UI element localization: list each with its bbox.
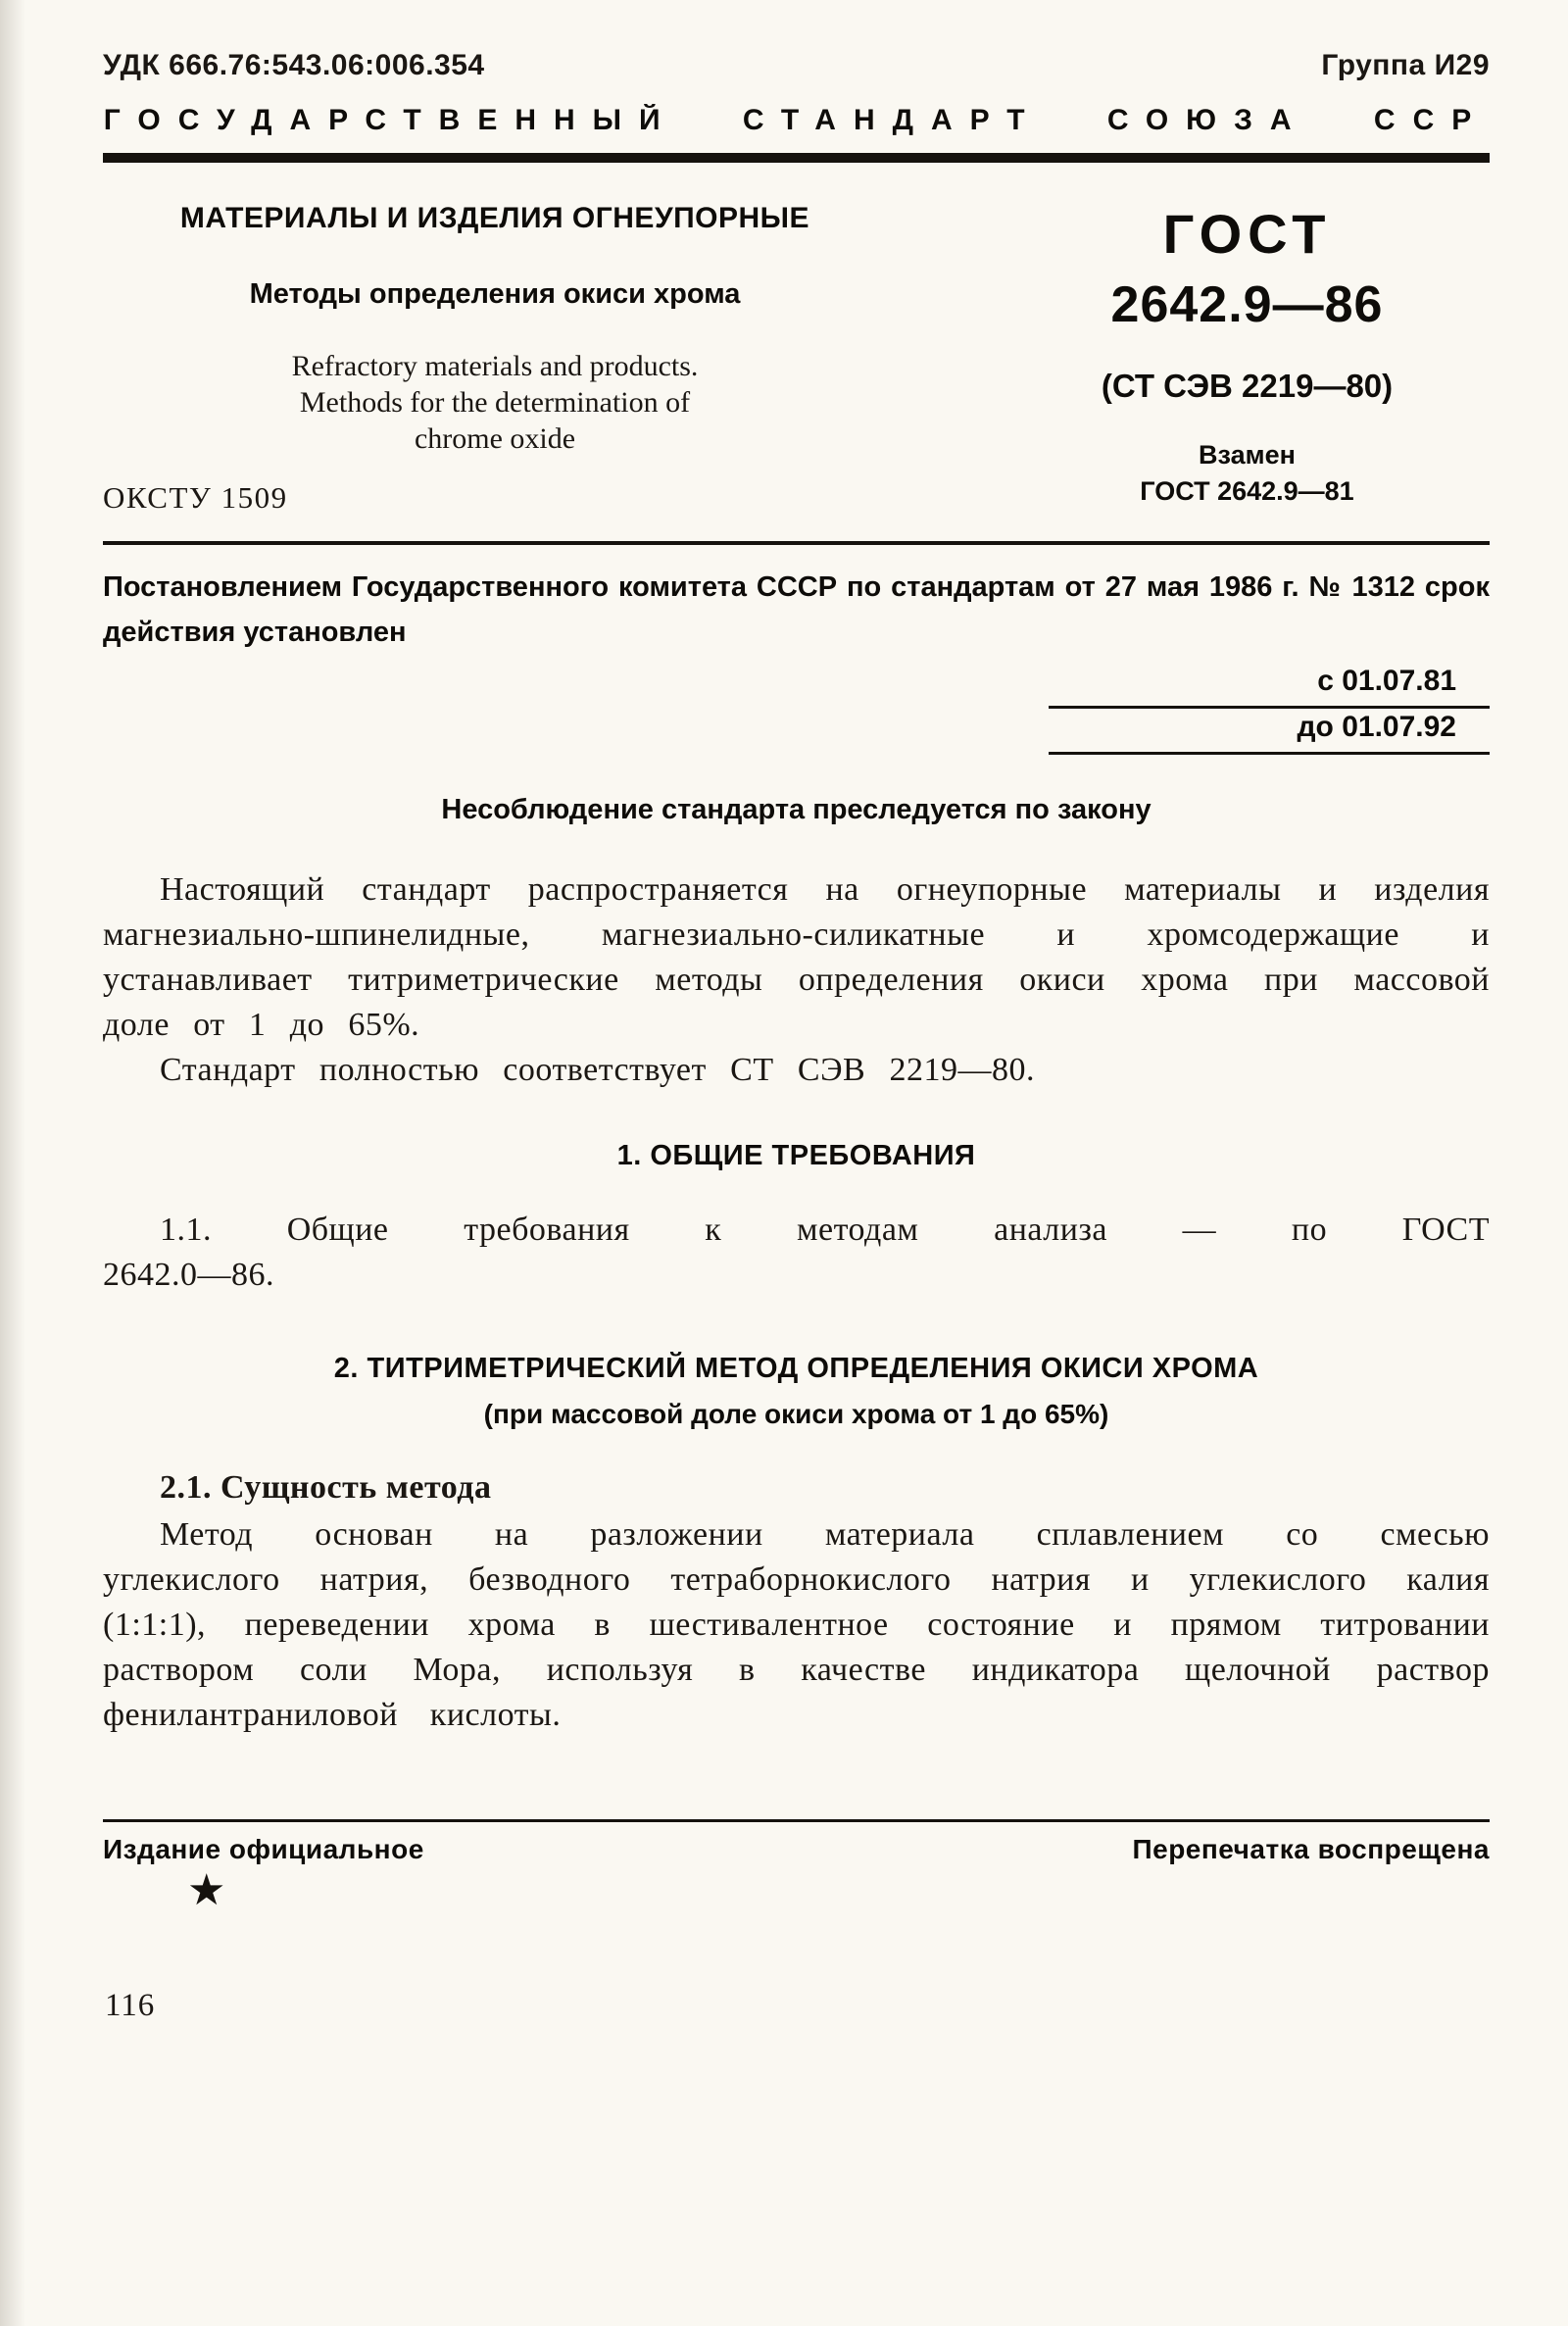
valid-to-date: до 01.07.92 <box>1049 709 1490 755</box>
page-number: 116 <box>105 1988 156 2023</box>
title-block <box>103 202 1490 516</box>
st-sev-reference: (СТ СЭВ 2219—80) <box>1101 368 1394 404</box>
title-divider <box>103 541 1490 545</box>
top-codes-row <box>103 49 1490 82</box>
clause-1-1-paragraph: 1.1. Общие требования к методам анализа — по ГОСТ 2642.0—86. <box>103 1212 1490 1293</box>
clause-2-1-heading: 2.1. Сущность метода <box>160 1469 492 1506</box>
standard-title-en <box>103 348 887 457</box>
footer-divider <box>103 1819 1490 1822</box>
standard-title-en-line1: Refractory materials and products. <box>291 350 699 382</box>
official-edition-label: Издание официальное <box>103 1834 424 1864</box>
standard-title-en-line2: Methods for the determination of <box>299 386 691 419</box>
page-footer <box>103 1819 1490 1915</box>
standard-subtitle-ru: Методы определения окиси хрома <box>249 278 741 310</box>
group-code: Группа И29 <box>1321 49 1490 81</box>
decree-paragraph: Постановлением Государственного комитета СССР по стандартам от 27 мая 1986 г. № 1312 срок действия установлен <box>103 571 1490 648</box>
footer-row <box>103 1834 1490 1865</box>
title-right-column <box>887 202 1490 516</box>
valid-from-date: с 01.07.81 <box>1049 663 1490 709</box>
standard-title-en-line3: chrome oxide <box>414 422 576 455</box>
state-standard-header: ГОСУДАРСТВЕННЫЙ СТАНДАРТ СОЮЗА ССР <box>103 104 1490 136</box>
section2-subheading: (при массовой доле окиси хрома от 1 до 65%) <box>483 1399 1109 1429</box>
introduction <box>103 867 1490 1093</box>
official-edition-star-icon: ★ <box>187 1865 226 1915</box>
title-left-column <box>103 202 887 516</box>
intro-paragraph-1: Настоящий стандарт распространяется на огнеупорные материалы и изделия магнезиально-шпинелидные, магнезиально-силикатные и хромсодержащие и устанавливает титриметрические методы определения окиси хрома при массовой доле от 1 до 65%. <box>103 871 1490 1043</box>
gost-label: ГОСТ <box>1162 203 1332 265</box>
header-divider <box>103 153 1490 163</box>
replaces-value: ГОСТ 2642.9—81 <box>1140 476 1354 506</box>
clause-2-1-paragraph: Метод основан на разложении материала сплавлением со смесью углекислого натрия, безводного тетраборнокислого натрия и углекислого калия (1:1:1), переведении хрома в шестивалентное состояние и прямом титровании раствором соли Мора, используя в качестве индикатора щелочной раствор фенилантраниловой кислоты. <box>103 1516 1490 1733</box>
section1-heading: 1. ОБЩИЕ ТРЕБОВАНИЯ <box>616 1140 976 1171</box>
intro-paragraph-2: Стандарт полностью соответствует СТ СЭВ 2219—80. <box>160 1052 1036 1088</box>
validity-dates <box>1049 663 1490 755</box>
law-notice: Несоблюдение стандарта преследуется по закону <box>441 794 1152 825</box>
section2-heading: 2. ТИТРИМЕТРИЧЕСКИЙ МЕТОД ОПРЕДЕЛЕНИЯ ОКИСИ ХРОМА <box>333 1353 1259 1384</box>
reprint-prohibited-label: Перепечатка воспрещена <box>1132 1834 1490 1864</box>
udk-code: УДК 666.76:543.06:006.354 <box>103 49 485 81</box>
replaces-label: Взамен <box>1199 440 1296 470</box>
okstu-code: ОКСТУ 1509 <box>103 480 288 515</box>
gost-number: 2642.9—86 <box>1110 276 1384 333</box>
standard-title-ru: МАТЕРИАЛЫ И ИЗДЕЛИЯ ОГНЕУПОРНЫЕ <box>179 202 810 234</box>
